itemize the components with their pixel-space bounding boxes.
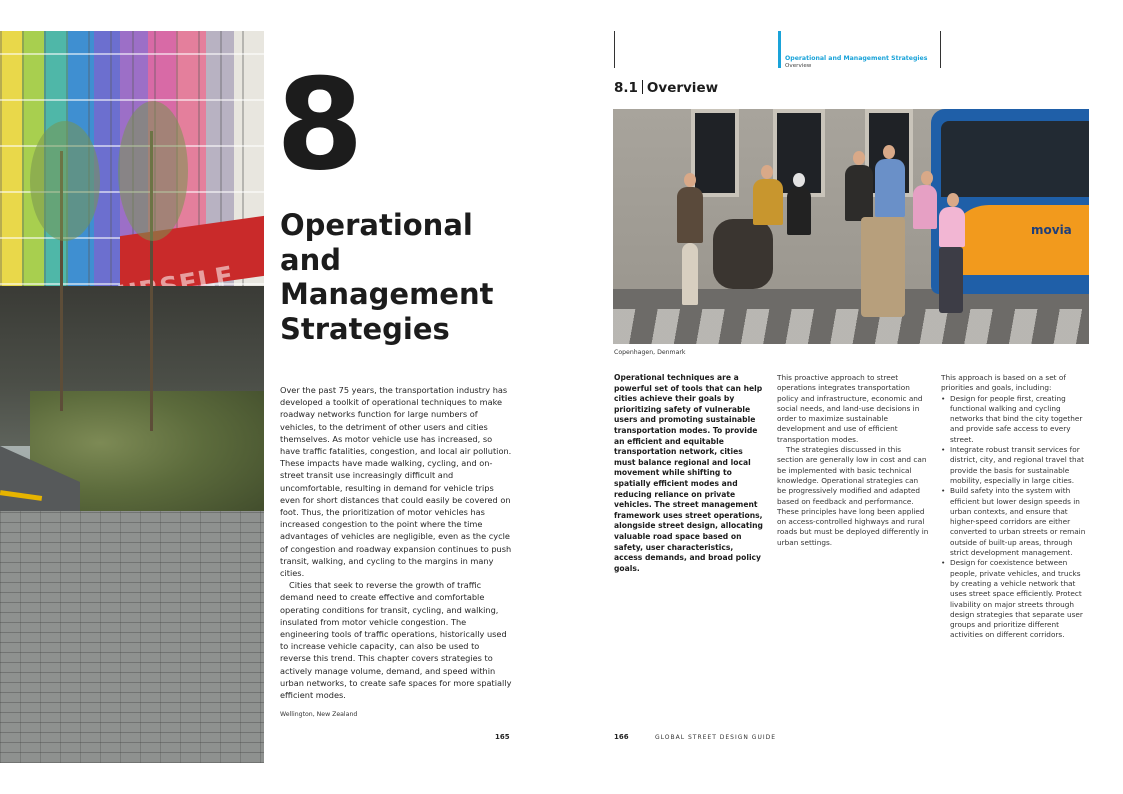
cyclist xyxy=(753,179,783,225)
goal-item: • Build safety into the system with efficient but lower design speeds in urban contexts, and ensure that higher-speed corridors are either converted to urban streets or remain outside of built-up areas, through strict development management. xyxy=(941,486,1087,558)
goals-column xyxy=(941,373,1087,641)
helmet xyxy=(793,173,805,187)
left-photo-caption: Wellington, New Zealand xyxy=(280,711,358,718)
chapter-title-line: Operational xyxy=(280,208,473,242)
pedestrian-legs xyxy=(861,217,905,317)
page-number-left: 165 xyxy=(495,733,510,741)
intro-paragraph: Cities that seek to reverse the growth of traffic demand need to create effective and comfortable operating conditions for transit, cycling, and walking, insulated from motor vehicle congestion. The engineering tools of traffic operations, historically used to increase vehicle capacity, can also be used to reverse this trend. This chapter covers strategies to actively manage volume, demand, and speed within urban networks, to create safe spaces for more spatially efficient modes. xyxy=(280,580,512,701)
child xyxy=(913,185,937,229)
goal-item: • Integrate robust transit services for district, city, and regional travel that provide the basis for sustainable mobility, especially in large cities. xyxy=(941,445,1087,486)
heading-divider xyxy=(642,80,643,94)
lead-paragraph: Operational techniques are a powerful set of tools that can help cities achieve their goals by prioritizing safety of vulnerable users and promoting sustainable transportation modes. To provide an efficient and equitable transportation network, cities must balance regional and local movement while shifting to spatially efficient modes and reducing reliance on private vehicles. The street management framework uses street operations, alongside street design, allocating valuable road space based on safety, user characteristics, access demands, and broad policy goals. xyxy=(614,373,763,573)
chapter-title-line: Management xyxy=(280,277,494,311)
goal-item: • Design for coexistence between people, private vehicles, and trucks by creating a vehicle network that uses street space efficiently. Protect livability on major streets through design strategies that separate user groups and prioritize different activities on different corridors. xyxy=(941,558,1087,640)
goals-intro: This approach is based on a set of priorities and goals, including: xyxy=(941,373,1066,393)
child-head xyxy=(921,171,933,185)
intro-paragraph: Over the past 75 years, the transportation industry has developed a toolkit of operational techniques to make roadway networks function for large numbers of vehicles, to the detriment of other users and cities themselves. As motor vehicle use has increased, so have traffic fatalities, congestion, and local air pollution. These impacts have made walking, cycling, and on-street transit use increasingly difficult and uncomfortable, resulting in demand for vehicle trips even for short distances that could easily be covered on foot. Thus, the prioritization of motor vehicles has increased congestion to the point where the time advantages of vehicles are negligible, even as the cycle of congestion and roadway expansion continues to push transit, walking, and cycling to the margins in many cities. xyxy=(280,385,512,579)
middle-column xyxy=(777,373,929,548)
cargo-bike xyxy=(713,219,773,289)
goal-item: • Design for people first, creating functional walking and cycling networks that bind the city together and provide safe access to every street. xyxy=(941,394,1087,445)
bus-logo: movia xyxy=(1031,223,1072,237)
pedestrian xyxy=(875,159,905,217)
lead-column xyxy=(614,373,764,574)
cyclist-head xyxy=(761,165,773,179)
section-heading xyxy=(614,80,718,96)
intro-body-text xyxy=(280,384,512,701)
child-legs xyxy=(939,247,963,313)
child xyxy=(939,207,965,247)
chapter-title xyxy=(280,208,520,346)
brick-paving xyxy=(0,511,264,763)
page-number-right: 166 xyxy=(614,733,629,741)
bus-windshield xyxy=(941,121,1089,197)
pedestrian-head xyxy=(853,151,865,165)
running-header-subsection: Overview xyxy=(785,63,812,69)
pedestrian xyxy=(845,165,873,221)
goals-list xyxy=(941,394,1087,641)
book-title: GLOBAL STREET DESIGN GUIDE xyxy=(655,734,777,741)
cyclist xyxy=(787,187,811,235)
chapter-number: 8 xyxy=(276,51,360,198)
pedestrian-head xyxy=(684,173,696,187)
bus-livery xyxy=(949,205,1089,275)
section-title: Overview xyxy=(646,80,719,96)
building-window xyxy=(691,109,739,197)
running-header-section: Operational and Management Strategies xyxy=(785,55,928,62)
header-rule xyxy=(614,31,615,68)
crosswalk xyxy=(613,309,1089,344)
child-head xyxy=(947,193,959,207)
tree-foliage xyxy=(30,121,100,241)
wellington-photo xyxy=(0,31,264,763)
tree-foliage xyxy=(118,101,188,241)
header-accent-rule xyxy=(778,31,781,68)
chapter-title-line: and xyxy=(280,242,341,277)
header-rule xyxy=(940,31,941,68)
right-photo-caption: Copenhagen, Denmark xyxy=(614,349,686,356)
body-paragraph: This proactive approach to street operations integrates transportation policy and infrastructure, economic and social needs, and land-use decisions in order to maximize sustainable development and use of efficient transportation modes. xyxy=(777,373,923,444)
copenhagen-photo xyxy=(613,109,1089,344)
pedestrian-head xyxy=(883,145,895,159)
chapter-title-line: Strategies xyxy=(280,311,450,346)
body-paragraph: The strategies discussed in this section are generally low in cost and can be implemented with basic technical knowledge. Operational strategies can be progressively modified and adapted based on feedback and performance. These principles have long been applied on access-controlled highways and rural roads but must be deployed differently in urban settings. xyxy=(777,445,929,547)
pedestrian-legs xyxy=(682,243,698,305)
pedestrian xyxy=(677,187,703,243)
section-number: 8.1 xyxy=(614,80,638,96)
